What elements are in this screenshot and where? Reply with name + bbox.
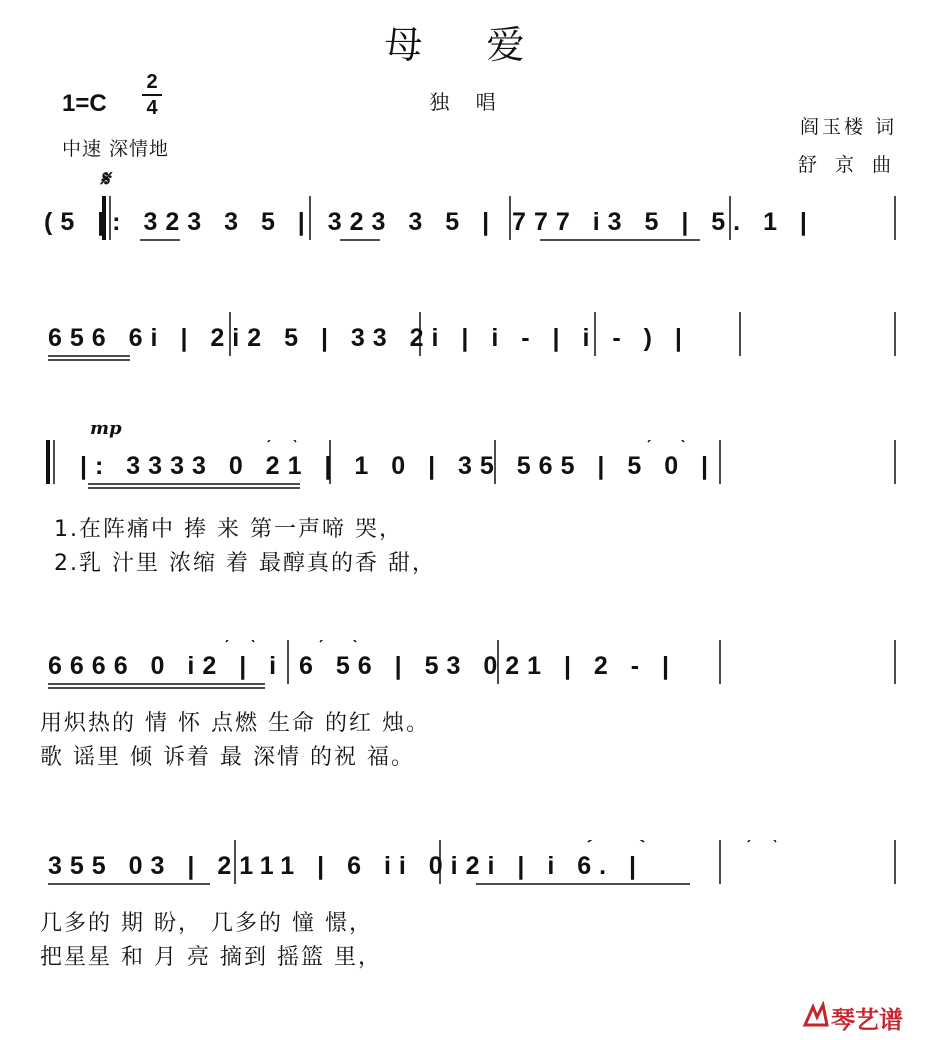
lyric-verse1-line3: 几多的 期 盼， 几多的 憧 憬， (40, 911, 373, 936)
notes-line-2: 656 6i | 2i2 5 | 33 2i | i - | i - ) | (48, 324, 690, 352)
logo-icon (801, 1001, 831, 1031)
notes-line-5: 355 03 | 2111 | 6 ii 0i2i | i 6. | (48, 852, 645, 880)
time-signature (140, 70, 164, 120)
time-denominator: 4 (146, 97, 158, 119)
notes-line-3: |: 3333 0 21 | 1 0 | 35 565 | 5 0 | (80, 452, 717, 480)
lyric-verse1-line1: 1.在阵痛中 捧 来 第一声啼 哭， (54, 517, 403, 542)
lyricist-credit: 阎玉楼 词 (799, 116, 897, 138)
score-system-5 (40, 840, 900, 900)
tempo-marking: 中速 深情地 (62, 138, 170, 160)
notes-line-4: 6666 0 i2 | i 6 56 | 53 021 | 2 - | (48, 652, 678, 680)
lyric-verse1-line2: 用炽热的 情 怀 点燃 生命 的红 烛。 (40, 711, 430, 736)
score-system-2 (40, 312, 900, 372)
song-title: 母 爱 (384, 23, 551, 67)
notes-line-1: (5 |: 323 3 5 | 323 3 5 | 777 i3 5 | 5. 1 | (44, 208, 815, 236)
score-system-1 (40, 196, 900, 256)
score-system-4 (40, 640, 900, 700)
logo-text: 琴艺谱 (831, 1006, 903, 1034)
key-signature: 1=C (62, 90, 107, 117)
performance-type: 独 唱 (429, 90, 506, 114)
dynamic-marking: mp (90, 418, 122, 439)
segno-symbol: 𝄋 (100, 166, 110, 192)
site-logo (801, 998, 921, 1032)
composer-credit: 舒 京 曲 (797, 154, 897, 176)
score-system-3 (40, 440, 900, 500)
lyric-verse2-line1: 2.乳 汁里 浓缩 着 最醇真的香 甜， (54, 551, 436, 576)
time-numerator: 2 (146, 71, 158, 93)
lyric-verse2-line3: 把星星 和 月 亮 摘到 摇篮 里， (40, 945, 382, 970)
lyric-verse2-line2: 歌 谣里 倾 诉着 最 深情 的祝 福。 (40, 745, 415, 770)
